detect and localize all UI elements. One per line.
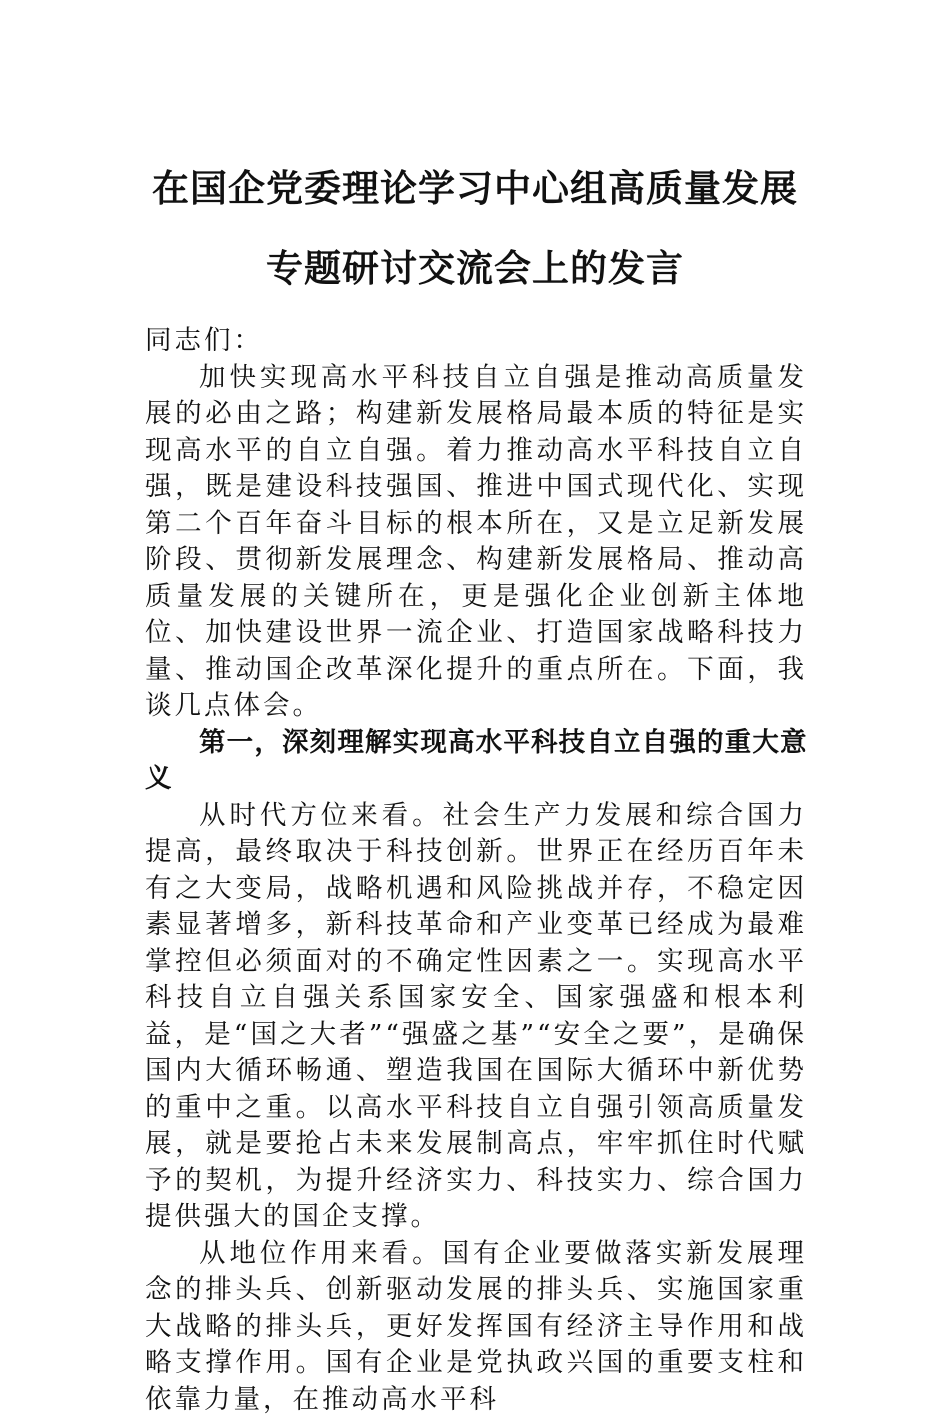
role-paragraph: 从地位作用来看。国有企业要做落实新发展理念的排头兵、创新驱动发展的排头兵、实施国家重大战略的排头兵，更好发挥国有经济主导作用和战略支撑作用。国有企业是党执政兴国的重要支柱和依靠力量，在推动高水平科: [145, 1236, 807, 1418]
document-body: [145, 323, 807, 1418]
era-paragraph: 从时代方位来看。社会生产力发展和综合国力提高，最终取决于科技创新。世界正在经历百年未有之大变局，战略机遇和风险挑战并存，不稳定因素显著增多，新科技革命和产业变革已经成为最难掌控但必须面对的不确定性因素之一。实现高水平科技自立自强关系国家安全、国家强盛和根本利益，是“国之大者”“强盛之基”“安全之要”，是确保国内大循环畅通、塑造我国在国际大循环中新优势的重中之重。以高水平科技自立自强引领高质量发展，就是要抢占未来发展制高点，牢牢抓住时代赋予的契机，为提升经济实力、科技实力、综合国力提供强大的国企支撑。: [145, 798, 807, 1236]
intro-paragraph: 加快实现高水平科技自立自强是推动高质量发展的必由之路；构建新发展格局最本质的特征是实现高水平的自立自强。着力推动高水平科技自立自强，既是建设科技强国、推进中国式现代化、实现第二个百年奋斗目标的根本所在，又是立足新发展阶段、贯彻新发展理念、构建新发展格局、推动高质量发展的关键所在，更是强化企业创新主体地位、加快建设世界一流企业、打造国家战略科技力量、推动国企改革深化提升的重点所在。下面，我谈几点体会。: [145, 360, 807, 725]
section-heading: 第一，深刻理解实现高水平科技自立自强的重大意义: [145, 725, 807, 798]
document-title: 在国企党委理论学习中心组高质量发展专题研讨交流会上的发言: [145, 148, 805, 308]
salutation: 同志们：: [145, 323, 807, 360]
